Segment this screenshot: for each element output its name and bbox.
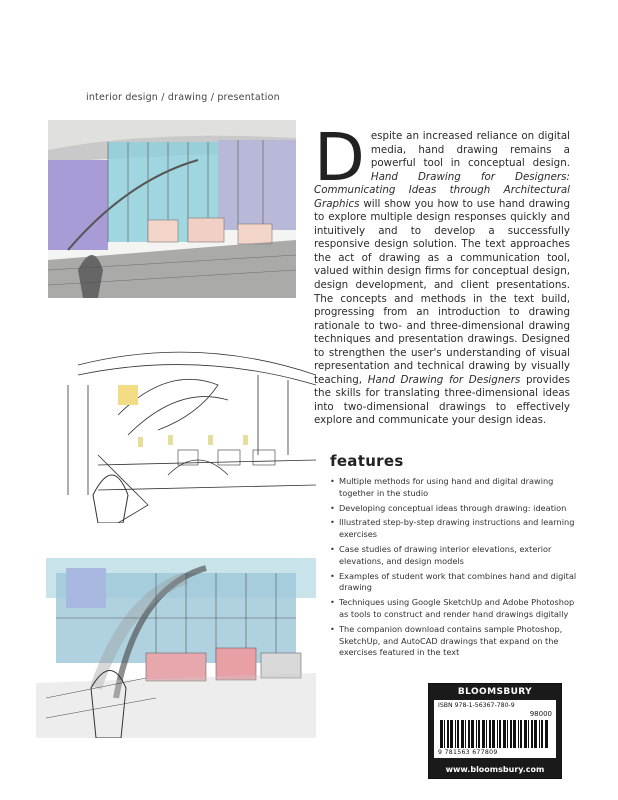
isbn-text: ISBN 978-1-56367-780-9 xyxy=(438,702,515,709)
barcode-bar xyxy=(447,720,449,748)
barcode-bar xyxy=(455,720,456,748)
barcode-bar xyxy=(518,720,519,748)
barcode-bar xyxy=(444,720,445,748)
barcode-bar xyxy=(471,720,474,748)
barcode-bar xyxy=(534,720,537,748)
barcode-bar xyxy=(468,720,470,748)
barcode-bars xyxy=(440,720,550,748)
barcode-bar xyxy=(510,720,512,748)
sketch-image-curved-wall xyxy=(36,548,316,738)
barcode-bar xyxy=(545,720,548,748)
price-code: 98000 xyxy=(529,710,552,718)
publisher-name: BLOOMSBURY xyxy=(457,687,533,697)
category-line: interior design / drawing / presentation xyxy=(86,92,280,103)
book-title-short-italic: Hand Drawing for Designers xyxy=(367,373,521,386)
barcode-bar xyxy=(461,720,464,748)
barcode-panel xyxy=(434,700,556,758)
barcode-number: 9 781563 677809 xyxy=(438,749,498,756)
barcode-bar xyxy=(482,720,485,748)
barcode-bar xyxy=(450,720,453,748)
features-list xyxy=(330,476,580,662)
feature-item: • Illustrated step-by-step drawing instructions and learning exercises xyxy=(330,517,580,541)
book-title-italic: Hand Drawing for Designers: Communicating Ideas through Architectural Graphics xyxy=(314,170,570,210)
barcode-bar xyxy=(492,720,495,748)
barcode-bar xyxy=(497,720,498,748)
barcode-bar xyxy=(528,720,529,748)
barcode-bar xyxy=(478,720,480,748)
description-text-2: will show you how to use hand drawing to explore multiple design responses quickly and intuitively and to develop a successfully responsive design solution. The text approaches the act of drawing as a communication tool, valued within design firms for conceptual design, design development, and client presentations. The concepts and methods in the text build, progressing from an introduction to drawing rationale to two- and three-dimensional drawing techniques and presentation drawings. Designed to strengthen the user's understanding of visual representation and technical drawing by visually teaching, xyxy=(314,197,570,386)
barcode-bar xyxy=(476,720,477,748)
barcode-bar xyxy=(499,720,501,748)
barcode-bar xyxy=(541,720,543,748)
sketch-image-staircase xyxy=(58,345,316,523)
barcode-bar xyxy=(457,720,459,748)
dropcap-letter: D xyxy=(314,119,365,196)
barcode-bar xyxy=(465,720,466,748)
feature-item: • Examples of student work that combines hand and digital drawing xyxy=(330,571,580,595)
barcode-bar xyxy=(513,720,516,748)
barcode-bar xyxy=(520,720,522,748)
feature-item: • Developing conceptual ideas through drawing: ideation xyxy=(330,503,580,515)
description-text-1: espite an increased reliance on digital media, hand drawing remains a powerful tool in conceptual design. xyxy=(370,130,570,170)
barcode-bar xyxy=(440,720,443,748)
barcode-bar xyxy=(489,720,491,748)
barcode-bar xyxy=(539,720,540,748)
barcode-bar xyxy=(503,720,506,748)
book-description xyxy=(314,119,570,428)
description-text-3: provides the skills for translating three-dimensional ideas into two-dimensional drawings to effectively explore and communicate your design ideas. xyxy=(314,373,570,427)
sketch-image-lounge xyxy=(48,120,296,298)
barcode-block xyxy=(428,683,562,779)
feature-item: • Multiple methods for using hand and digital drawing together in the studio xyxy=(330,476,580,500)
barcode-bar xyxy=(507,720,508,748)
barcode-bar xyxy=(486,720,487,748)
publisher-website: www.bloomsbury.com xyxy=(445,765,545,774)
barcode-bar xyxy=(524,720,527,748)
features-heading: features xyxy=(330,452,404,470)
feature-item: • The companion download contains sample Photoshop, SketchUp, and AutoCAD drawings that expand on the exercises featured in the text xyxy=(330,624,580,659)
feature-item: • Case studies of drawing interior elevations, exterior elevations, and design models xyxy=(330,544,580,568)
barcode-bar xyxy=(531,720,533,748)
feature-item: • Techniques using Google SketchUp and Adobe Photoshop as tools to construct and render hand drawings digitally xyxy=(330,597,580,621)
